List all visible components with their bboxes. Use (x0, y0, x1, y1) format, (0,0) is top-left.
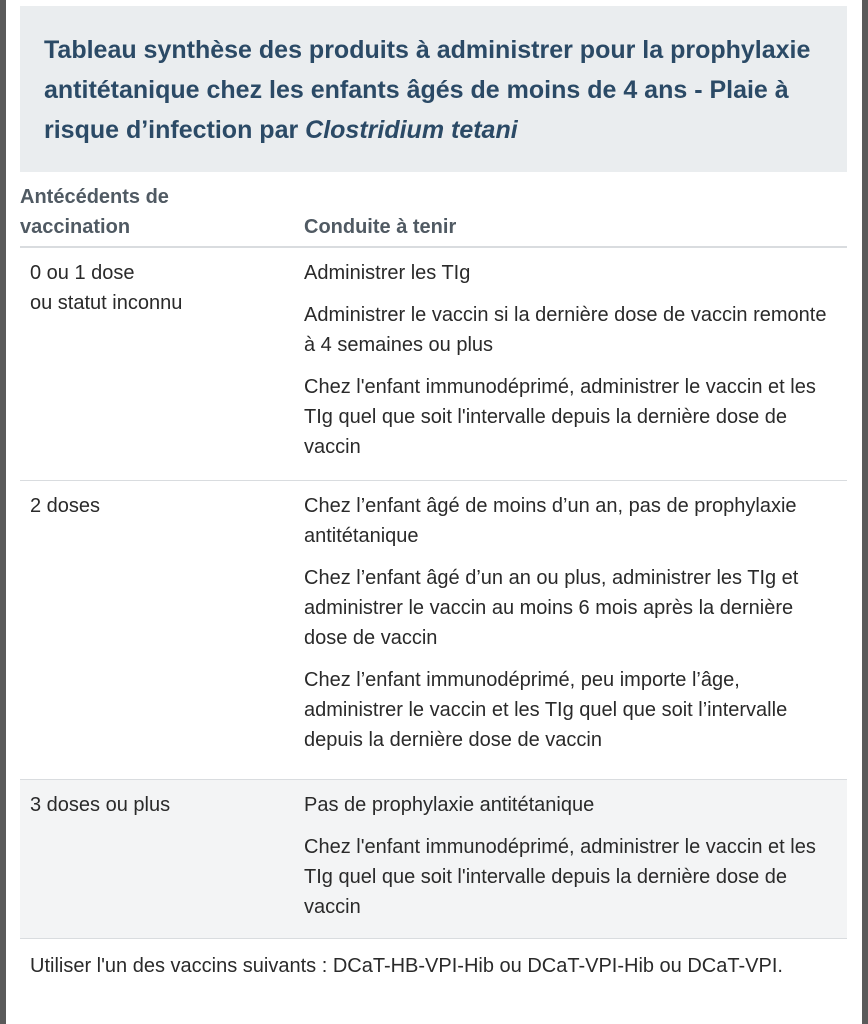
row-action: Chez l'enfant immunodéprimé, administrer le vaccin et les TIg quel que soit l'intervalle depuis la dernière dose de vaccin (304, 836, 816, 918)
right-border (862, 0, 868, 1024)
table-title-main: Tableau synthèse des produits à administrer pour la prophylaxie antitétanique chez les enfants âgés de moins de 4 ans - Plaie à risque d’infection par (44, 36, 811, 144)
vaccine-footnote: Utiliser l'un des vaccins suivants : DCaT-HB-VPI-Hib ou DCaT-VPI-Hib ou DCaT-VPI. (30, 955, 783, 977)
row-action: Administrer les TIg (304, 262, 471, 284)
row-action: Chez l’enfant âgé d’un an ou plus, administrer les TIg et administrer le vaccin au moins 6 mois après la dernière dose de vaccin (304, 567, 799, 649)
table-title-italic: Clostridium tetani (305, 116, 518, 144)
row-history (20, 248, 304, 480)
row-actions (304, 481, 847, 779)
row-history-line1: 2 doses (30, 495, 101, 517)
table-row (20, 248, 847, 481)
row-action: Pas de prophylaxie antitétanique (304, 794, 595, 816)
row-history-line2: ou statut inconnu (30, 292, 183, 314)
row-actions (304, 780, 847, 938)
row-actions (304, 248, 847, 480)
row-history (20, 780, 304, 938)
table-row (20, 780, 847, 939)
table-title (44, 30, 823, 150)
row-action: Chez l’enfant âgé de moins d’un an, pas de prophylaxie antitétanique (304, 495, 797, 547)
summary-table-card (20, 6, 847, 981)
header-history-line1: Antécédents de (20, 186, 169, 208)
row-action: Chez l'enfant immunodéprimé, administrer le vaccin et les TIg quel que soit l'intervalle depuis la dernière dose de vaccin (304, 376, 816, 458)
row-history-line1: 3 doses ou plus (30, 794, 171, 816)
table-row (20, 481, 847, 780)
header-history-line2: vaccination (20, 216, 131, 238)
table-header (20, 172, 847, 248)
row-action: Chez l’enfant immunodéprimé, peu importe l’âge, administrer le vaccin et les TIg quel que soit l’intervalle depuis la dernière dose de vaccin (304, 669, 788, 751)
header-history (20, 172, 304, 246)
row-history-line1: 0 ou 1 dose (30, 262, 135, 284)
row-history (20, 481, 304, 779)
title-box (20, 6, 847, 172)
row-action: Administrer le vaccin si la dernière dose de vaccin remonte à 4 semaines ou plus (304, 304, 827, 356)
left-border (0, 0, 6, 1024)
header-action: Conduite à tenir (304, 216, 457, 238)
